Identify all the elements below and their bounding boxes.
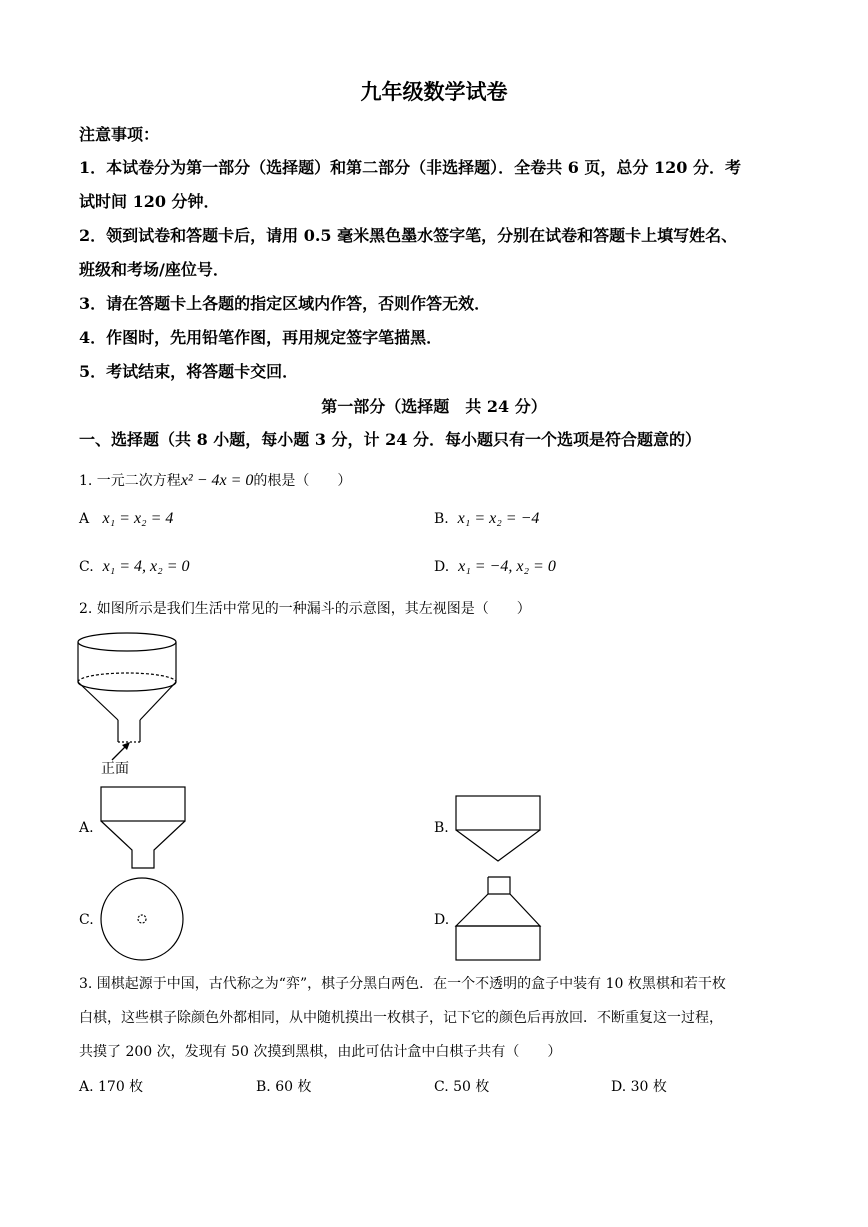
q3-option-c[interactable]: C. 50 枚: [434, 1079, 490, 1095]
q1-option-a[interactable]: [79, 510, 173, 528]
notice-line-3: 2．领到试卷和答题卡后，请用 0.5 毫米黑色墨水签字笔，分别在试卷和答题卡上填写姓名、: [79, 226, 738, 245]
q3-option-a[interactable]: A. 170 枚: [79, 1079, 144, 1095]
q3-line-2: 白棋，这些棋子除颜色外都相同，从中随机摸出一枚棋子，记下它的颜色后再放回．不断重复这一过程，: [79, 1010, 723, 1026]
q2-option-b-figure[interactable]: [455, 795, 545, 865]
notice-line-1: 1．本试卷分为第一部分（选择题）和第二部分（非选择题）．全卷共 6 页，总分 120 分．考: [79, 158, 741, 177]
q1-option-c-label: C.: [79, 559, 94, 575]
q1-option-c-text: x₁ = 4, x₂ = 0: [102, 558, 190, 575]
notice-line-4: 班级和考场/座位号．: [79, 260, 229, 279]
part1-heading: 第一部分（选择题 共 24 分）: [321, 397, 547, 416]
q3-line-3: 共摸了 200 次，发现有 50 次摸到黑棋，由此可估计盒中白棋子共有（ ）: [79, 1044, 562, 1060]
q2-option-a-label[interactable]: A.: [79, 820, 94, 836]
page-title: 九年级数学试卷: [360, 79, 508, 104]
q1-option-b[interactable]: [434, 510, 539, 528]
notice-line-5: 3．请在答题卡上各题的指定区域内作答，否则作答无效．: [79, 294, 491, 313]
q2-option-b-label[interactable]: B.: [434, 820, 449, 836]
q1-option-c[interactable]: [79, 558, 190, 576]
q1-suffix: 的根是（ ）: [253, 473, 352, 489]
q1-option-d[interactable]: [434, 558, 556, 576]
q2-option-d-figure[interactable]: [455, 876, 545, 962]
q2-option-d-label[interactable]: D.: [434, 912, 450, 928]
q1-option-d-text: x₁ = −4, x₂ = 0: [458, 558, 556, 575]
q3-line-1: 3. 围棋起源于中国，古代称之为“弈”，棋子分黑白两色．在一个不透明的盒子中装有 10 枚黑棋和若干枚: [79, 976, 726, 992]
q1-equation: x² − 4x = 0: [180, 472, 254, 489]
notice-line-7: 5．考试结束，将答题卡交回．: [79, 362, 299, 381]
notice-line-6: 4．作图时，先用铅笔作图，再用规定签字笔描黑．: [79, 328, 443, 347]
q2-stem: 2. 如图所示是我们生活中常见的一种漏斗的示意图，其左视图是（ ）: [79, 601, 531, 617]
funnel-diagram: [74, 630, 184, 750]
q1-prefix: 1. 一元二次方程: [79, 473, 181, 489]
q1-option-a-label: A: [79, 511, 90, 527]
q1-option-d-label: D.: [434, 559, 450, 575]
q2-option-a-figure[interactable]: [100, 786, 190, 872]
notice-heading: 注意事项：: [79, 125, 160, 144]
q3-option-b[interactable]: B. 60 枚: [256, 1079, 312, 1095]
q1-option-b-text: x₁ = x₂ = −4: [457, 510, 540, 527]
q1-option-b-label: B.: [434, 511, 449, 527]
section-heading: 一、选择题（共 8 小题，每小题 3 分，计 24 分．每小题只有一个选项是符合题意的）: [79, 430, 701, 449]
q2-option-c-label[interactable]: C.: [79, 912, 94, 928]
q1-stem: [79, 470, 351, 490]
notice-line-2: 试时间 120 分钟．: [79, 192, 220, 211]
q2-option-c-figure[interactable]: [99, 877, 189, 963]
q3-option-d[interactable]: D. 30 枚: [611, 1079, 667, 1095]
q1-option-a-text: x₁ = x₂ = 4: [102, 510, 174, 527]
front-label: 正面: [101, 761, 129, 777]
